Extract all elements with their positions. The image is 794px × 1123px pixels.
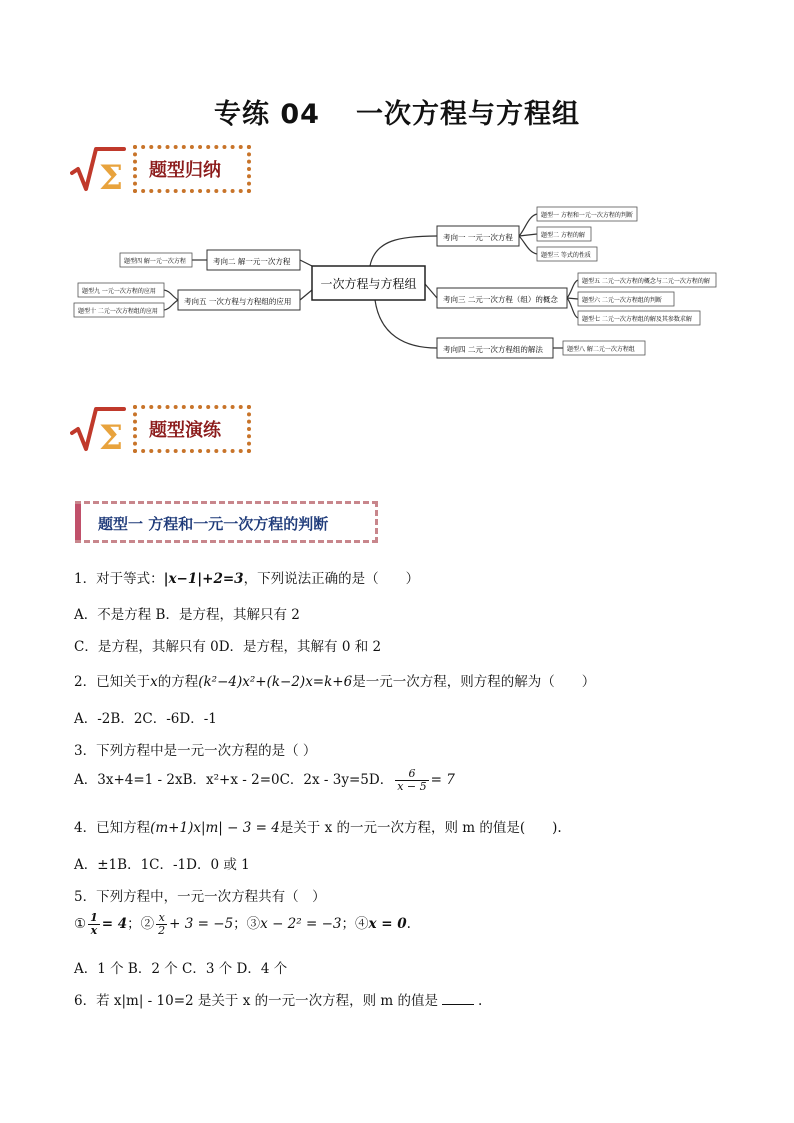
branch-line [300, 290, 312, 300]
topic-node-label: 题型九 一元一次方程的应用 [82, 288, 156, 295]
q2-stem-b: 的方程 [157, 674, 199, 690]
topic-node-label: 题型五 二元一次方程的概念与二元一次方程的解 [582, 278, 710, 285]
question-6-stem [74, 989, 482, 1009]
sqrt-sigma-icon [70, 145, 126, 195]
direction-label: 考向四 二元一次方程组的解法 [443, 345, 543, 354]
topic-node-label: 题型七 二元一次方程组的解及其参数求解 [582, 316, 692, 323]
q5-eq-3: x − 2² = −3 [260, 916, 342, 932]
topic-node-label: 题型三 等式的性质 [541, 252, 591, 259]
q5-frac-2-num: x [156, 912, 167, 925]
branch-line [425, 284, 437, 298]
q3-frac-num: 6 [395, 768, 428, 781]
q5-mark-1: ① [74, 916, 87, 932]
page-title [0, 92, 794, 131]
branch-line [370, 236, 437, 266]
topic-heading: 题型一 方程和一元一次方程的判断 [98, 515, 329, 533]
q5-frac-2-den: 2 [158, 924, 166, 937]
branch-line [567, 280, 578, 298]
topic-node-label: 题型一 方程和一元一次方程的判断 [541, 212, 633, 219]
svg-text:Σ: Σ [99, 158, 124, 195]
q5-eq-1-rhs: = 4 [101, 916, 128, 932]
branch-line [519, 234, 537, 236]
question-5-stem: 5．下列方程中，一元一次方程共有（ ） [74, 889, 326, 905]
q4-options: A．±1B．1C．-1D．0 或 1 [74, 857, 250, 873]
topic-node-label: 题型二 方程的解 [541, 232, 585, 239]
direction-label: 考向二 解一元一次方程 [213, 257, 291, 266]
branch-line [567, 298, 578, 299]
topic-node-label: 题型六 二元一次方程组的判断 [582, 297, 662, 304]
q5-sep-2: ；③ [233, 916, 261, 932]
question-2-stem [74, 670, 595, 690]
branch-line [164, 290, 178, 300]
q6-stem-b: . [478, 993, 483, 1009]
q5-frac-2 [156, 912, 167, 937]
q2-stem-a: 2．已知关于 [74, 674, 151, 690]
q6-stem-a: 6．若 x|m| - 10=2 是关于 x 的一元一次方程，则 m 的值是 [74, 993, 438, 1009]
q5-sep-1: ；② [127, 916, 155, 932]
topic-node-label: 题型八 解二元一次方程组 [567, 346, 635, 353]
q1-options-2: C．是方程，其解只有 0D．是方程，其解有 0 和 2 [74, 639, 382, 655]
q5-frac-1 [88, 912, 100, 937]
q2-stem-c: 是一元一次方程，则方程的解为（ ） [352, 674, 596, 690]
q1-stem-a: 1．对于等式： [74, 571, 164, 587]
q5-frac-1-num: 1 [90, 911, 98, 924]
direction-label: 考向一 一元一次方程 [443, 233, 513, 242]
answer-blank[interactable] [442, 1004, 474, 1005]
branch-line [300, 260, 312, 266]
q5-frac-1-den: x [90, 924, 98, 937]
sqrt-sigma-icon [70, 405, 126, 455]
branch-line [519, 214, 537, 236]
q4-stem-a: 4．已知方程 [74, 820, 151, 836]
direction-label: 考向三 二元一次方程（组）的概念 [443, 295, 558, 304]
question-4-stem [74, 816, 562, 836]
topic-heading-bar [75, 504, 81, 540]
question-1-stem [74, 567, 419, 587]
q3-options [74, 768, 455, 793]
q1-stem-b: ，下列说法正确的是（ ） [243, 571, 420, 587]
q2-equation: (k²−4)x²+(k−2)x=k+6 [198, 674, 353, 690]
q1-equation: |x−1|+2=3 [163, 571, 244, 587]
section-summary-label: 题型归纳 [133, 145, 251, 193]
q5-end: . [406, 916, 411, 932]
q1-options-1: A．不是方程 B．是方程，其解只有 2 [74, 607, 300, 623]
q5-eq-2-rhs: + 3 = −5 [169, 916, 234, 932]
branch-line [375, 300, 437, 348]
q5-equations [74, 912, 411, 937]
title-main: 一次方程与方程组 [355, 99, 580, 130]
q5-sep-3: ；④ [341, 916, 369, 932]
q3-fraction [395, 768, 428, 793]
direction-label: 考向五 一次方程与方程组的应用 [184, 297, 292, 306]
branch-line [567, 298, 578, 318]
q5-options: A．1 个 B．2 个 C．3 个 D．4 个 [74, 961, 288, 977]
branch-line [164, 300, 178, 310]
q4-equation: (m+1)x|m| − 3 = 4 [150, 820, 280, 836]
q3-frac-den: x − 5 [397, 780, 427, 793]
section-practice-label: 题型演练 [133, 405, 251, 453]
q2-options: A．-2B．2C．-6D．-1 [74, 711, 217, 727]
center-node-label: 一次方程与方程组 [320, 277, 417, 291]
topic-node-label: 题型四 解一元一次方程 [124, 258, 186, 265]
question-3-stem: 3．下列方程中是一元一次方程的是（ ） [74, 743, 317, 759]
branch-line [519, 236, 537, 254]
topic-node-label: 题型十 二元一次方程组的应用 [78, 308, 158, 315]
title-prefix: 专练 04 [214, 99, 320, 130]
svg-text:Σ: Σ [99, 418, 124, 455]
q2-var: x [150, 674, 158, 690]
q5-eq-4: x = 0 [368, 916, 407, 932]
q4-stem-b: 是关于 x 的一元一次方程，则 m 的值是( ). [279, 820, 562, 836]
mind-map [0, 200, 794, 375]
q3-frac-rhs: = 7 [430, 772, 455, 788]
q3-options-text: A．3x+4=1 - 2xB．x²+x - 2=0C．2x - 3y=5D． [74, 772, 394, 788]
